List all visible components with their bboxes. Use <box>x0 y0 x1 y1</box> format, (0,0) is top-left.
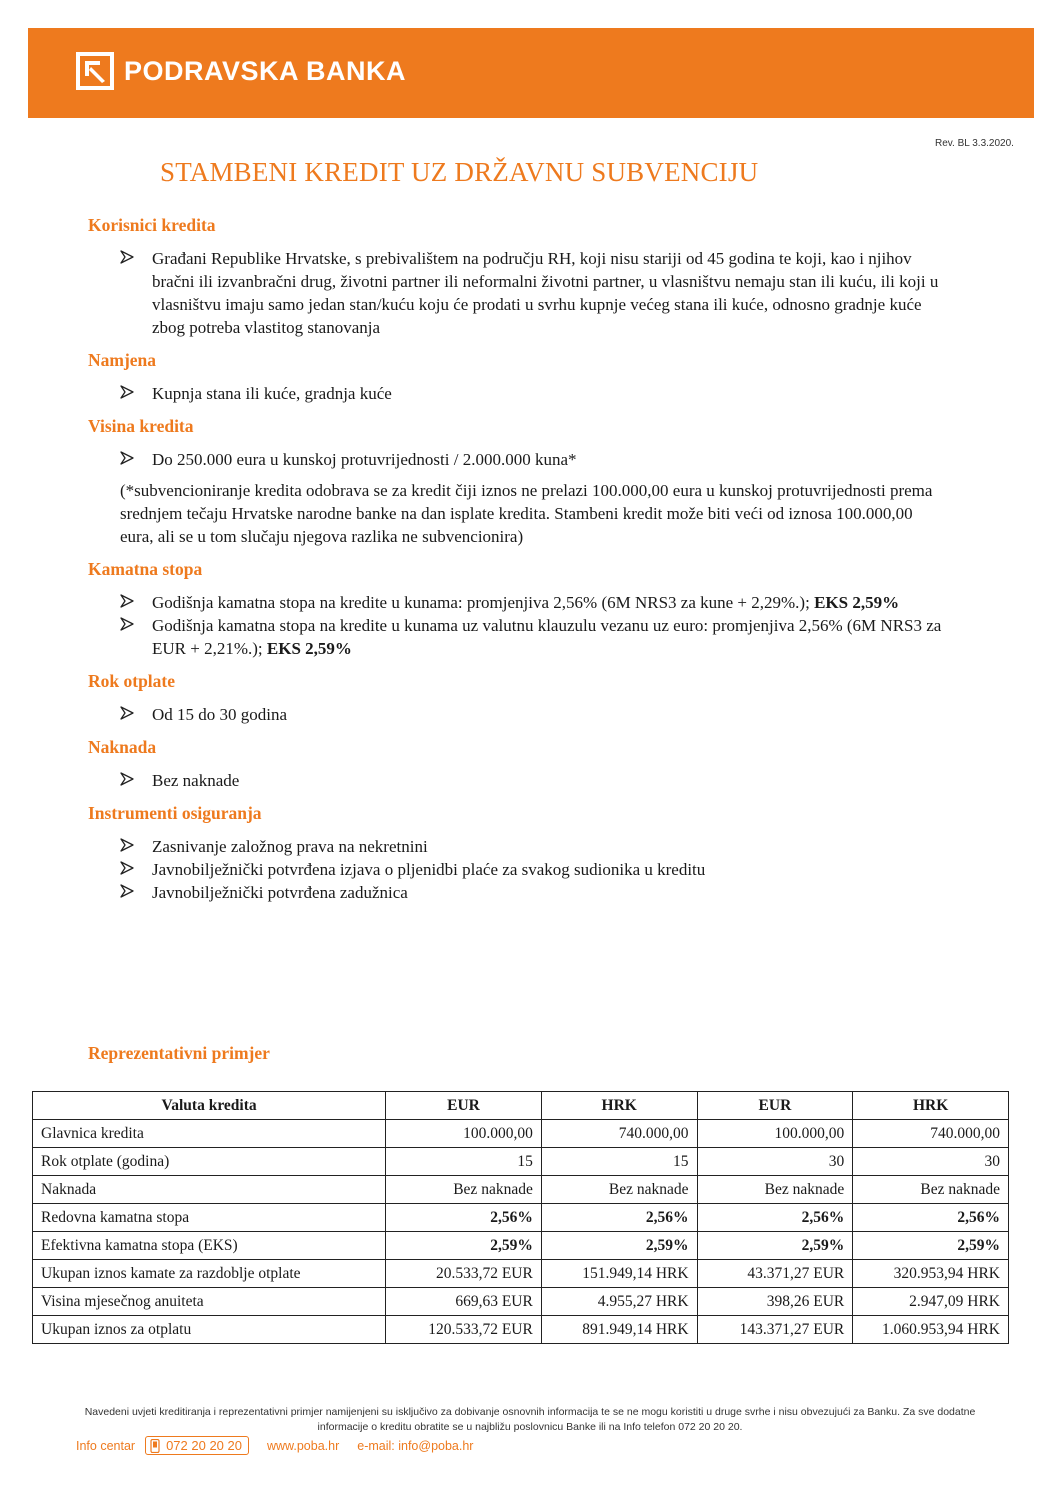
list-item <box>120 703 948 726</box>
section-namjena <box>88 349 948 405</box>
section-naknada <box>88 736 948 792</box>
table-cell: Bez naknade <box>697 1176 853 1204</box>
arrow-bullet-icon <box>120 448 134 468</box>
section-heading: Naknada <box>88 737 157 757</box>
row-label: Redovna kamatna stopa <box>33 1204 386 1232</box>
table-cell: 15 <box>541 1148 697 1176</box>
table-row <box>33 1232 1009 1260</box>
table-cell: Bez naknade <box>853 1176 1009 1204</box>
eks-value: EKS 2,59% <box>814 593 900 612</box>
revision-note: Rev. BL 3.3.2020. <box>935 138 1014 149</box>
table-cell: 2,59% <box>853 1232 1009 1260</box>
table-cell: 398,26 EUR <box>697 1288 853 1316</box>
main-content <box>88 214 948 914</box>
table-row <box>33 1260 1009 1288</box>
table-cell: 143.371,27 EUR <box>697 1316 853 1344</box>
bullet-list <box>120 703 948 726</box>
section-korisnici <box>88 214 948 339</box>
list-item-text: Građani Republike Hrvatske, s prebivalištem na području RH, koji nisu stariji od 45 godina te koji, kao i njihov bračni ili izvanbračni drug, životni partner ili neformalni životni partner, u vlasništvu nemaju stan ili kuću, ili koji u vlasništvu imaju samo jedan stan/kuću koju će prodati u svrhu kupnje većeg stana ili kuće, odnosno gradnje kuće zbog potreba vlastitog stanovanja <box>152 249 939 337</box>
arrow-bullet-icon <box>120 769 134 789</box>
bullet-list <box>120 448 948 471</box>
list-item-text: Javnobilježnički potvrđena izjava o pljenidbi plaće za svakog sudionika u kreditu <box>152 860 706 879</box>
section-heading: Visina kredita <box>88 416 194 436</box>
bullet-list <box>120 591 948 660</box>
list-item <box>120 382 948 405</box>
list-item <box>120 769 948 792</box>
list-item-text: Od 15 do 30 godina <box>152 705 288 724</box>
table-cell: 740.000,00 <box>541 1120 697 1148</box>
column-header: EUR <box>386 1092 542 1120</box>
list-item <box>120 858 948 881</box>
representative-example-heading: Reprezentativni primjer <box>88 1043 270 1063</box>
section-kamatna <box>88 558 948 660</box>
section-heading: Kamatna stopa <box>88 559 203 579</box>
table-cell: 2,59% <box>697 1232 853 1260</box>
column-header: Valuta kredita <box>33 1092 386 1120</box>
row-label: Visina mjesečnog anuiteta <box>33 1288 386 1316</box>
table-cell: 1.060.953,94 HRK <box>853 1316 1009 1344</box>
list-item <box>120 591 948 614</box>
row-label: Ukupan iznos kamate za razdoblje otplate <box>33 1260 386 1288</box>
logo-text: PODRAVSKA BANKA <box>124 55 407 86</box>
podravska-logo-icon <box>76 52 114 90</box>
section-heading: Namjena <box>88 350 157 370</box>
table-row <box>33 1288 1009 1316</box>
table-cell: 15 <box>386 1148 542 1176</box>
arrow-bullet-icon <box>120 247 134 267</box>
section-instrumenti <box>88 802 948 904</box>
table-cell: 2,56% <box>386 1204 542 1232</box>
list-item-text: Kupnja stana ili kuće, gradnja kuće <box>152 384 392 403</box>
table-row <box>33 1316 1009 1344</box>
table-cell: 2,56% <box>853 1204 1009 1232</box>
table-cell: 669,63 EUR <box>386 1288 542 1316</box>
info-phone[interactable] <box>145 1436 249 1455</box>
table-row <box>33 1176 1009 1204</box>
table-cell: 20.533,72 EUR <box>386 1260 542 1288</box>
phone-number: 072 20 20 20 <box>166 1438 242 1453</box>
arrow-bullet-icon <box>120 614 134 634</box>
section-heading: Rok otplate <box>88 671 176 691</box>
table-row <box>33 1148 1009 1176</box>
table-cell: 2,59% <box>541 1232 697 1260</box>
list-item-text: Zasnivanje založnog prava na nekretnini <box>152 837 428 856</box>
table-cell: 151.949,14 HRK <box>541 1260 697 1288</box>
info-centar-label: Info centar <box>76 1438 136 1453</box>
table-body <box>33 1120 1009 1344</box>
list-item <box>120 614 948 660</box>
table-header-row <box>33 1092 1009 1120</box>
arrow-bullet-icon <box>120 382 134 402</box>
column-header: EUR <box>697 1092 853 1120</box>
table-cell: 30 <box>697 1148 853 1176</box>
table-cell: 2,56% <box>541 1204 697 1232</box>
page-title: STAMBENI KREDIT UZ DRŽAVNU SUBVENCIJU <box>160 157 759 187</box>
arrow-bullet-icon <box>120 703 134 723</box>
phone-icon <box>150 1439 160 1453</box>
bank-logo[interactable] <box>76 52 406 90</box>
row-label: Glavnica kredita <box>33 1120 386 1148</box>
table-cell: 2,56% <box>697 1204 853 1232</box>
list-item-text: Godišnja kamatna stopa na kredite u kunama: promjenjiva 2,56% (6M NRS3 za kune + 2,29%.); <box>152 593 815 612</box>
website-link[interactable]: www.poba.hr <box>266 1438 340 1453</box>
section-heading: Instrumenti osiguranja <box>88 803 262 823</box>
table-cell: 100.000,00 <box>697 1120 853 1148</box>
section-visina <box>88 415 948 548</box>
bullet-list <box>120 382 948 405</box>
arrow-bullet-icon <box>120 835 134 855</box>
arrow-bullet-icon <box>120 858 134 878</box>
row-label: Efektivna kamatna stopa (EKS) <box>33 1232 386 1260</box>
table-cell: Bez naknade <box>541 1176 697 1204</box>
list-item-text: Do 250.000 eura u kunskoj protuvrijednosti / 2.000.000 kuna* <box>152 450 577 469</box>
bullet-list <box>120 769 948 792</box>
table-cell: 43.371,27 EUR <box>697 1260 853 1288</box>
column-header: HRK <box>541 1092 697 1120</box>
header-banner <box>28 28 1034 118</box>
column-header: HRK <box>853 1092 1009 1120</box>
list-item-text: Javnobilježnički potvrđena zadužnica <box>152 883 408 902</box>
table-cell: 740.000,00 <box>853 1120 1009 1148</box>
eks-value: EKS 2,59% <box>266 639 352 658</box>
section-rok <box>88 670 948 726</box>
table-cell: 30 <box>853 1148 1009 1176</box>
bullet-list <box>120 247 948 339</box>
list-item <box>120 835 948 858</box>
email-link[interactable]: e-mail: info@poba.hr <box>357 1438 474 1453</box>
table-cell: 120.533,72 EUR <box>386 1316 542 1344</box>
table-cell: 100.000,00 <box>386 1120 542 1148</box>
list-item <box>120 247 948 339</box>
arrow-bullet-icon <box>120 591 134 611</box>
representative-example-table <box>32 1091 1009 1344</box>
row-label: Rok otplate (godina) <box>33 1148 386 1176</box>
row-label: Ukupan iznos za otplatu <box>33 1316 386 1344</box>
list-item <box>120 448 948 471</box>
table-cell: 891.949,14 HRK <box>541 1316 697 1344</box>
list-item <box>120 881 948 904</box>
table-cell: Bez naknade <box>386 1176 542 1204</box>
subsidy-note: (*subvencioniranje kredita odobrava se za kredit čiji iznos ne prelazi 100.000,00 eura u kunskoj protuvrijednosti prema srednjem tečaju Hrvatske narodne banke na dan isplate kredita. Stambeni kredit može biti veći od iznosa 100.000,00 eura, ali se u tom slučaju njegova razlika ne subvencionira) <box>120 481 933 546</box>
bullet-list <box>120 835 948 904</box>
row-label: Naknada <box>33 1176 386 1204</box>
table-cell: 320.953,94 HRK <box>853 1260 1009 1288</box>
list-item-text: Godišnja kamatna stopa na kredite u kunama uz valutnu klauzulu vezanu uz euro: promjenjiva 2,56% (6M NRS3 za EUR + 2,21%.); <box>152 616 942 658</box>
list-item-text: Bez naknade <box>152 771 240 790</box>
section-heading: Korisnici kredita <box>88 215 216 235</box>
table-row <box>33 1120 1009 1148</box>
footer <box>76 1436 473 1455</box>
table-row <box>33 1204 1009 1232</box>
disclaimer-text: Navedeni uvjeti kreditiranja i reprezentativni primjer namijenjeni su isključivo za dobivanje osnovnih informacija te se ne mogu koristiti u druge svrhe i nisu obvezujući za Banku. Za sve dodatne informacije o kreditu obratite se u najbližu poslovnicu Banke ili na Info telefon 072 20 20 20. <box>84 1406 976 1433</box>
arrow-bullet-icon <box>120 881 134 901</box>
table-cell: 2,59% <box>386 1232 542 1260</box>
table-cell: 4.955,27 HRK <box>541 1288 697 1316</box>
table-cell: 2.947,09 HRK <box>853 1288 1009 1316</box>
